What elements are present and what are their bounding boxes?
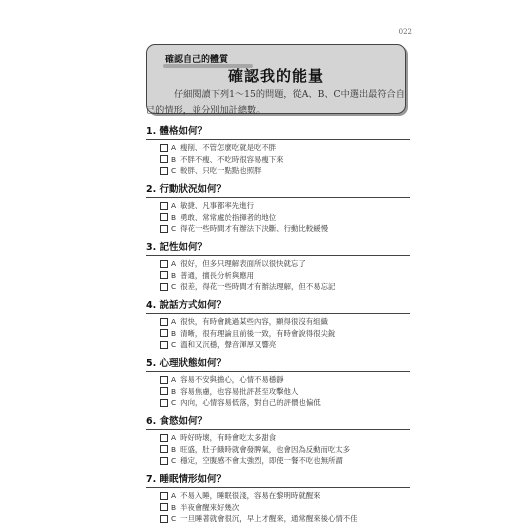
- checkbox[interactable]: [160, 202, 168, 210]
- question-section: [146, 474, 410, 525]
- option-letter: C: [171, 166, 177, 176]
- option-letter: C: [171, 282, 177, 292]
- checkbox[interactable]: [160, 155, 168, 163]
- option-text: 較胖、只吃一點點也照胖: [180, 166, 262, 176]
- answer-option[interactable]: [146, 374, 410, 386]
- checkbox[interactable]: [160, 503, 168, 511]
- checkbox[interactable]: [160, 329, 168, 337]
- section-divider: [146, 139, 410, 140]
- option-text: 得花一些時間才有辦法下決斷、行動比較緩慢: [180, 224, 328, 234]
- option-text: 時好時壞，有時會吃太多甜食: [180, 433, 277, 443]
- option-letter: C: [171, 340, 177, 350]
- question-title: 6. 食慾如何？: [146, 416, 208, 427]
- answer-option[interactable]: [146, 386, 410, 398]
- option-letter: C: [171, 224, 177, 234]
- checkbox[interactable]: [160, 399, 168, 407]
- answer-option[interactable]: [146, 212, 410, 224]
- answer-option[interactable]: [146, 513, 410, 525]
- answer-option[interactable]: [146, 455, 410, 467]
- option-letter: A: [171, 201, 177, 211]
- option-letter: A: [171, 375, 177, 385]
- checkbox[interactable]: [160, 260, 168, 268]
- option-text: 容易焦慮，也容易批評甚至攻擊他人: [180, 386, 299, 396]
- question-section: [146, 184, 410, 235]
- checkbox[interactable]: [160, 434, 168, 442]
- section-divider: [146, 255, 410, 256]
- checkbox[interactable]: [160, 318, 168, 326]
- option-text: 很差，得花一些時間才有辦法理解，但不易忘記: [180, 282, 336, 292]
- checkbox[interactable]: [160, 457, 168, 465]
- option-letter: A: [171, 143, 177, 153]
- option-text: 容易不安與擔心，心情不易穩靜: [180, 375, 284, 385]
- checkbox[interactable]: [160, 515, 168, 523]
- question-list: [146, 126, 410, 532]
- answer-option[interactable]: [146, 339, 410, 351]
- section-divider: [146, 371, 410, 372]
- question-section: [146, 416, 410, 467]
- option-text: 敏捷、凡事都率先進行: [180, 201, 254, 211]
- checkbox[interactable]: [160, 213, 168, 221]
- option-text: 不易入睡，睡眠很淺，容易在黎明時就醒來: [180, 491, 321, 501]
- answer-option[interactable]: [146, 432, 410, 444]
- page-number: 022: [398, 28, 412, 36]
- section-divider: [146, 429, 410, 430]
- option-text: 溫和又沉穩，聲音渾厚又響亮: [180, 340, 277, 350]
- option-letter: B: [171, 154, 177, 164]
- option-letter: C: [171, 456, 177, 466]
- checkbox[interactable]: [160, 225, 168, 233]
- checkbox[interactable]: [160, 492, 168, 500]
- option-letter: B: [171, 386, 177, 396]
- option-letter: B: [171, 444, 177, 454]
- option-text: 穩定，空腹感不會太強烈，即使一餐不吃也無所謂: [180, 456, 343, 466]
- answer-option[interactable]: [146, 165, 410, 177]
- section-divider: [146, 197, 410, 198]
- question-section: [146, 126, 410, 177]
- answer-option[interactable]: [146, 223, 410, 235]
- checkbox[interactable]: [160, 283, 168, 291]
- option-letter: A: [171, 433, 177, 443]
- question-section: [146, 242, 410, 293]
- answer-option[interactable]: [146, 281, 410, 293]
- answer-option[interactable]: [146, 444, 410, 456]
- option-text: 一旦睡著就會很沉，早上才醒來，通常醒來後心情不佳: [180, 514, 358, 524]
- answer-option[interactable]: [146, 258, 410, 270]
- option-text: 旺盛，肚子餓時就會發脾氣，也會因為反動而吃太多: [180, 444, 351, 454]
- question-title: 7. 睡眠情形如何？: [146, 474, 227, 485]
- option-letter: C: [171, 514, 177, 524]
- page-title: 確認我的能量: [227, 67, 324, 85]
- section-tag: 確認自己的體質: [165, 55, 229, 65]
- checkbox[interactable]: [160, 341, 168, 349]
- question-title: 3. 記性如何？: [146, 242, 208, 253]
- question-section: [146, 300, 410, 351]
- answer-option[interactable]: [146, 154, 410, 166]
- answer-option[interactable]: [146, 328, 410, 340]
- option-text: 勇敢、常常處於指揮者的地位: [180, 212, 277, 222]
- option-text: 半夜會醒來好幾次: [180, 502, 240, 512]
- checkbox[interactable]: [160, 376, 168, 384]
- option-letter: B: [171, 212, 177, 222]
- answer-option[interactable]: [146, 397, 410, 409]
- question-title: 2. 行動狀況如何？: [146, 184, 227, 195]
- option-text: 清晰，很有理論且前後一致，有時會說得很尖銳: [180, 328, 336, 338]
- option-text: 不胖不瘦、不吃時很容易瘦下來: [180, 154, 284, 164]
- checkbox[interactable]: [160, 144, 168, 152]
- section-divider: [146, 313, 410, 314]
- checkbox[interactable]: [160, 445, 168, 453]
- answer-option[interactable]: [146, 142, 410, 154]
- section-divider: [146, 487, 410, 488]
- answer-option[interactable]: [146, 502, 410, 514]
- question-section: [146, 358, 410, 409]
- question-title: 1. 體格如何？: [146, 126, 208, 137]
- option-letter: B: [171, 328, 177, 338]
- answer-option[interactable]: [146, 270, 410, 282]
- option-text: 普通，擅長分析與應用: [180, 270, 254, 280]
- answer-option[interactable]: [146, 200, 410, 212]
- option-letter: A: [171, 491, 177, 501]
- checkbox[interactable]: [160, 271, 168, 279]
- option-letter: B: [171, 270, 177, 280]
- option-text: 內向，心情容易低落，對自己的評價也偏低: [180, 398, 321, 408]
- question-title: 5. 心理狀態如何？: [146, 358, 227, 369]
- checkbox[interactable]: [160, 387, 168, 395]
- option-letter: A: [171, 259, 177, 269]
- question-title: 4. 說話方式如何？: [146, 300, 227, 311]
- option-letter: B: [171, 502, 177, 512]
- intro-text: 仔細閱讀下列1～15的問題，從A、B、C中選出最符合自己的情形，並分別加計總數。: [146, 89, 405, 116]
- option-letter: A: [171, 317, 177, 327]
- option-letter: C: [171, 398, 177, 408]
- checkbox[interactable]: [160, 167, 168, 175]
- option-text: 很快，有時會跳過某些內容，顯得很沒有組織: [180, 317, 328, 327]
- option-text: 瘦削、不管怎麼吃就是吃不胖: [180, 143, 277, 153]
- option-text: 很好，但多只理解表面所以很快就忘了: [180, 259, 306, 269]
- answer-option[interactable]: [146, 316, 410, 328]
